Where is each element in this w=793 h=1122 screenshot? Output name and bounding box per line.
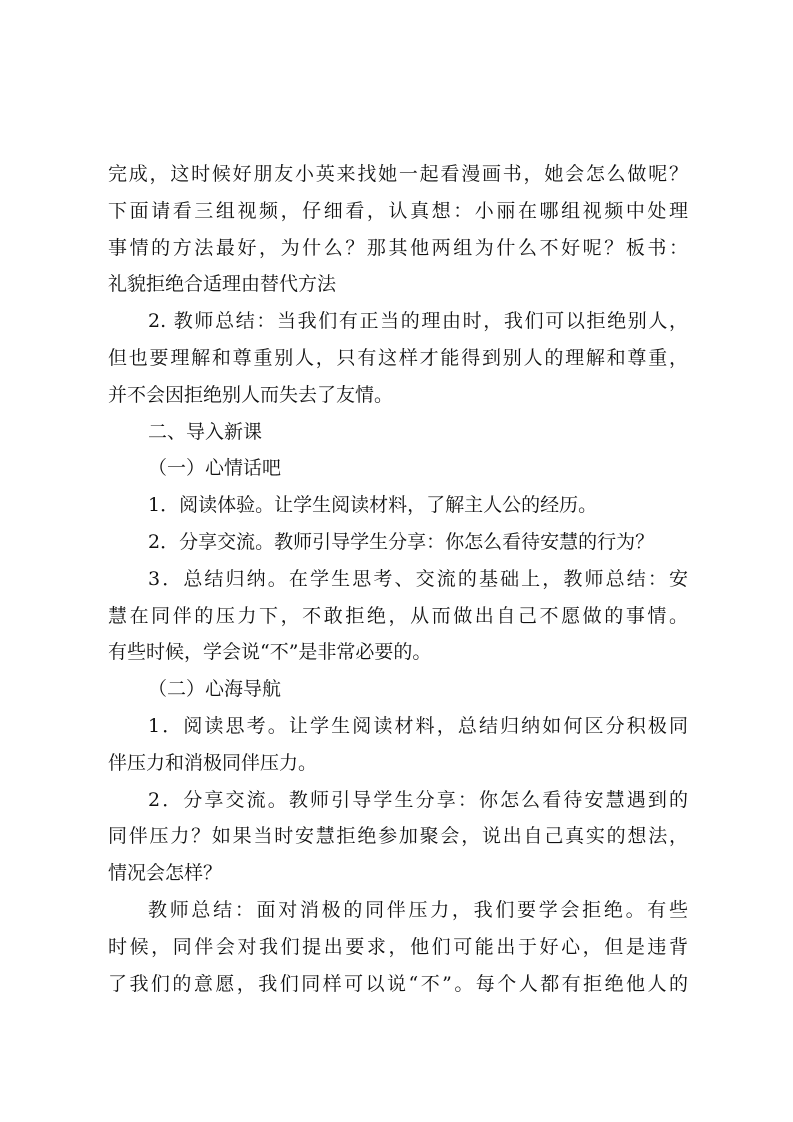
- body-text-line: 教师总结：面对消极的同伴压力，我们要学会拒绝。有些: [148, 898, 688, 921]
- body-text-line: 但也要理解和尊重别人，只有这样才能得到别人的理解和尊重，: [108, 346, 688, 369]
- body-text-line: 事情的方法最好，为什么？那其他两组为什么不好呢？板书：: [108, 236, 688, 259]
- body-text-line: 伴压力和消极同伴压力。: [108, 751, 318, 774]
- body-text-line: 了我们的意愿，我们同样可以说“不”。每个人都有拒绝他人的: [108, 972, 688, 995]
- body-text-line: 慧在同伴的压力下，不敢拒绝，从而做出自己不愿做的事情。: [108, 604, 688, 627]
- body-text-line: 1．阅读思考。让学生阅读材料，总结归纳如何区分积极同: [148, 714, 688, 737]
- body-text-line: 2．分享交流。教师引导学生分享：你怎么看待安慧的行为？: [148, 530, 655, 553]
- body-text-line: 1．阅读体验。让学生阅读材料，了解主人公的经历。: [148, 494, 598, 517]
- document-body: [108, 156, 688, 1002]
- subsection-heading: （一）心情话吧: [148, 457, 282, 480]
- body-text-line: 同伴压力？如果当时安慧拒绝参加聚会，说出自己真实的想法，: [108, 825, 688, 848]
- body-text-line: 2．分享交流。教师引导学生分享：你怎么看待安慧遇到的: [148, 788, 688, 811]
- body-text-line: 礼貌拒绝合适理由替代方法: [108, 273, 337, 296]
- body-text-line: 并不会因拒绝别人而失去了友情。: [108, 383, 394, 406]
- body-text-line: 完成，这时候好朋友小英来找她一起看漫画书，她会怎么做呢？: [108, 163, 688, 185]
- body-text-line: 情况会怎样？: [108, 862, 223, 885]
- body-text-line: 时候，同伴会对我们提出要求，他们可能出于好心，但是违背: [108, 935, 688, 958]
- subsection-heading: （二）心海导航: [148, 678, 282, 701]
- body-text-line: 有些时候，学会说“不”是非常必要的。: [108, 641, 432, 664]
- body-text-line: 下面请看三组视频，仔细看，认真想：小丽在哪组视频中处理: [108, 199, 688, 222]
- section-heading: 二、导入新课: [148, 420, 263, 443]
- body-text-line: 3．总结归纳。在学生思考、交流的基础上，教师总结：安: [148, 567, 688, 590]
- body-text-line: 2. 教师总结：当我们有正当的理由时，我们可以拒绝别人，: [148, 310, 688, 333]
